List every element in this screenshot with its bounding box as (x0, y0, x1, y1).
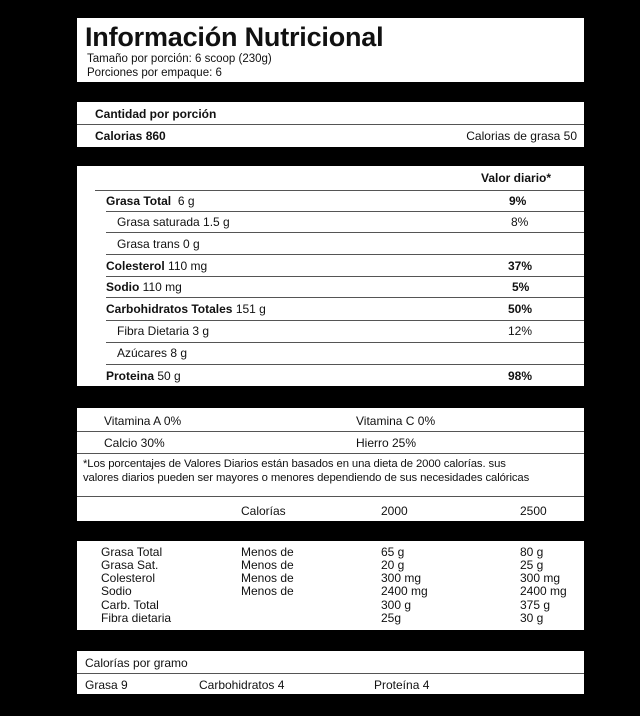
ref-value-2000: 2400 mg (381, 584, 428, 598)
nutrient-dv: 98% (508, 369, 533, 383)
footnote-line: valores diarios pueden ser mayores o menores dependiendo de sus necesidades calóricas (83, 472, 530, 484)
divider (77, 673, 584, 674)
ref-value-2000: 20 g (381, 558, 405, 572)
nutrient-amount: 151 g (235, 302, 266, 316)
ref-value-2000: 300 mg (381, 571, 422, 585)
nutrient-dv: 9% (509, 194, 527, 208)
nutrient-amount: 110 mg (142, 280, 182, 294)
divider (106, 254, 584, 255)
nutrient-name: Grasa Total (106, 194, 172, 208)
nutrient-name: Grasa trans 0 g (117, 237, 200, 251)
divider (106, 342, 584, 343)
label-title: Información Nutricional (85, 22, 384, 52)
ref-nutrient: Fibra dietaria (101, 611, 172, 625)
amount-per-serving: Cantidad por porción (95, 107, 217, 121)
per-gram-fat: Grasa 9 (85, 678, 128, 692)
ref-value-2000: 25g (381, 611, 402, 625)
nutrient-amount: 110 mg (168, 259, 208, 273)
ref-value-2500: 375 g (520, 598, 551, 612)
nutrient-name: Fibra Dietaria 3 g (117, 324, 210, 338)
nutrient-dv: 50% (508, 302, 533, 316)
divider (106, 276, 584, 277)
ref-value-2500: 2400 mg (520, 584, 567, 598)
divider (106, 232, 584, 233)
nutrient-name: Carbohidratos Totales (106, 302, 233, 316)
divider (106, 364, 584, 365)
divider (106, 320, 584, 321)
divider (106, 211, 584, 212)
nutrient-name: Grasa saturada 1.5 g (117, 215, 230, 229)
serving-size: Tamaño por porción: 6 scoop (230g) (87, 53, 272, 65)
nutrient-dv: 12% (508, 324, 533, 338)
nutrient-name: Proteina (106, 369, 155, 383)
nutrient-dv: 37% (508, 259, 533, 273)
nutrient-name: Azúcares 8 g (117, 346, 188, 360)
ref-nutrient: Sodio (101, 584, 132, 598)
nutrient-row (106, 259, 207, 273)
nutrient-amount: 50 g (157, 369, 181, 383)
ref-qualifier: Menos de (241, 558, 294, 572)
thick-divider (77, 147, 584, 166)
thick-divider (77, 630, 584, 651)
ref-nutrient: Grasa Sat. (101, 558, 159, 572)
nutrient-row (106, 280, 182, 294)
nutrient-row (106, 302, 266, 316)
vitamin-a: Vitamina A 0% (104, 414, 182, 428)
ref-header-2000: 2000 (381, 504, 408, 518)
divider (77, 496, 584, 497)
nutrient-name: Sodio (106, 280, 140, 294)
calories-from-fat: Calorias de grasa 50 (466, 129, 577, 143)
footnote-line: *Los porcentajes de Valores Diarios están basados en una dieta de 2000 calorías. sus (83, 458, 506, 470)
vitamin-c: Vitamina C 0% (356, 414, 436, 428)
per-gram-carbs: Carbohidratos 4 (199, 678, 285, 692)
ref-header-2500: 2500 (520, 504, 547, 518)
divider (77, 453, 584, 454)
ref-value-2500: 25 g (520, 558, 544, 572)
divider (106, 297, 584, 298)
divider (77, 431, 584, 432)
nutrition-facts-label (77, 18, 584, 694)
divider (77, 124, 584, 125)
ref-value-2500: 80 g (520, 545, 544, 559)
ref-header-calories: Calorías (241, 504, 286, 518)
ref-qualifier: Menos de (241, 571, 294, 585)
ref-value-2500: 300 mg (520, 571, 561, 585)
nutrient-dv: 5% (512, 280, 530, 294)
ref-nutrient: Carb. Total (101, 598, 159, 612)
thick-divider (77, 386, 584, 408)
ref-qualifier: Menos de (241, 584, 294, 598)
ref-value-2000: 65 g (381, 545, 405, 559)
nutrient-dv: 8% (511, 215, 529, 229)
ref-nutrient: Colesterol (101, 571, 156, 585)
nutrient-row (106, 369, 181, 383)
ref-value-2500: 30 g (520, 611, 544, 625)
divider (95, 190, 584, 191)
ref-nutrient: Grasa Total (101, 545, 163, 559)
ref-value-2000: 300 g (381, 598, 412, 612)
calcium: Calcio 30% (104, 436, 165, 450)
calories-per-gram: Calorías por gramo (85, 656, 188, 670)
thick-divider (77, 521, 584, 541)
servings-per-container: Porciones por empaque: 6 (87, 67, 222, 79)
ref-qualifier: Menos de (241, 545, 294, 559)
per-gram-protein: Proteína 4 (374, 678, 430, 692)
nutrient-amount: 6 g (177, 194, 195, 208)
thick-divider (77, 82, 584, 102)
nutrient-row (106, 194, 195, 208)
calories: Calorias 860 (95, 129, 166, 143)
daily-value-header: Valor diario* (481, 171, 552, 185)
nutrient-name: Colesterol (106, 259, 165, 273)
iron: Hierro 25% (356, 436, 417, 450)
